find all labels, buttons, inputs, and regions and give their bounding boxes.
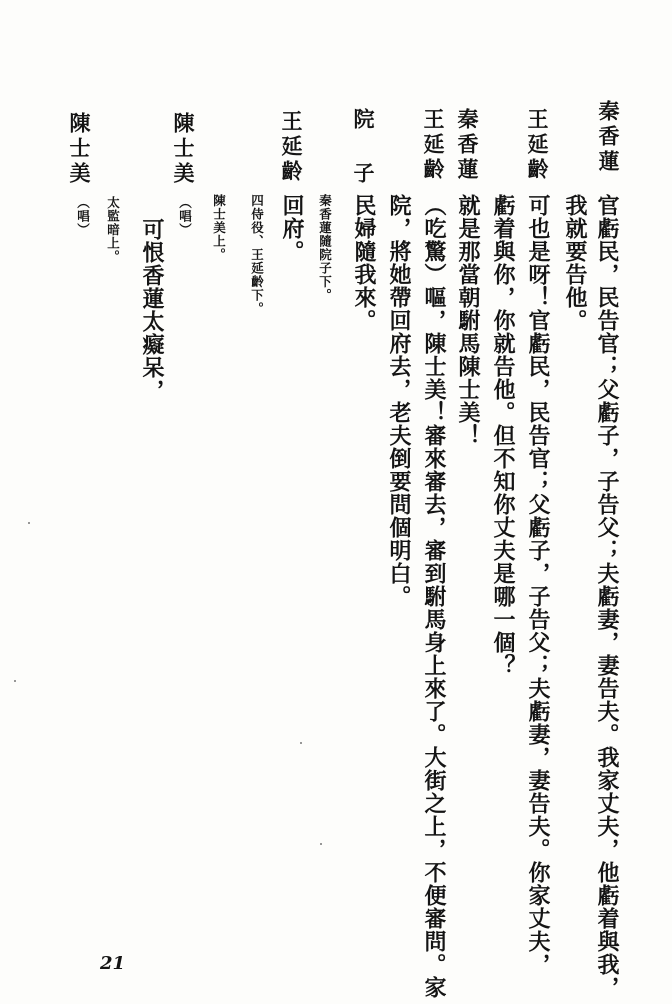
dialogue-line: 虧着與你，你就告他。但不知你丈夫是哪一個？ <box>490 194 516 677</box>
speaker-label: 王延齡 <box>421 108 446 183</box>
dialogue-line: 可也是呀！官虧民，民告官；父虧子，子告父；夫虧妻，妻告夫。你家丈夫， <box>525 194 551 976</box>
scan-speck <box>14 680 16 682</box>
speaker-label: 院 子 <box>351 108 376 189</box>
speaker-label: 王延齡 <box>279 110 304 185</box>
dialogue-line: 我就要告他。 <box>562 194 588 332</box>
dialogue-line: 就是那當朝駙馬陳士美！ <box>455 194 481 447</box>
scan-speck <box>300 742 302 744</box>
speaker-label: 陳士美 <box>67 112 92 187</box>
speaker-label: 王延齡 <box>525 108 550 183</box>
stage-direction: 陳士美上。 <box>211 194 227 262</box>
stage-direction: 四侍役、王延齡下。 <box>249 194 265 316</box>
stage-direction: 秦香蓮隨院子下。 <box>317 194 333 302</box>
dialogue-line: 回府。 <box>279 194 305 263</box>
speaker-label: 陳士美 <box>171 112 196 187</box>
dialogue-line: （吃驚）嘔，陳士美！審來審去，審到駙馬身上來了。大街之上，不便審問。家 <box>421 194 447 999</box>
speaker-label: 秦香蓮 <box>455 108 480 183</box>
page-number: 21 <box>100 953 126 974</box>
scan-speck <box>320 843 322 845</box>
dialogue-line: 院，將她帶回府去，老夫倒要問個明白。 <box>386 194 412 608</box>
dialogue-line: 民婦隨我來。 <box>351 194 377 332</box>
speaker-label: 秦香蓮 <box>596 100 621 175</box>
dialogue-line: 官虧民，民告官；父虧子，子告父；夫虧妻，妻告夫。我家丈夫，他虧着與我， <box>594 194 620 999</box>
singing-marker: （唱） <box>177 196 193 237</box>
stage-direction: 太監暗上。 <box>105 196 121 264</box>
singing-marker: （唱） <box>75 196 91 237</box>
scan-speck <box>28 522 30 524</box>
sung-line: 可恨香蓮太癡呆， <box>139 218 165 402</box>
